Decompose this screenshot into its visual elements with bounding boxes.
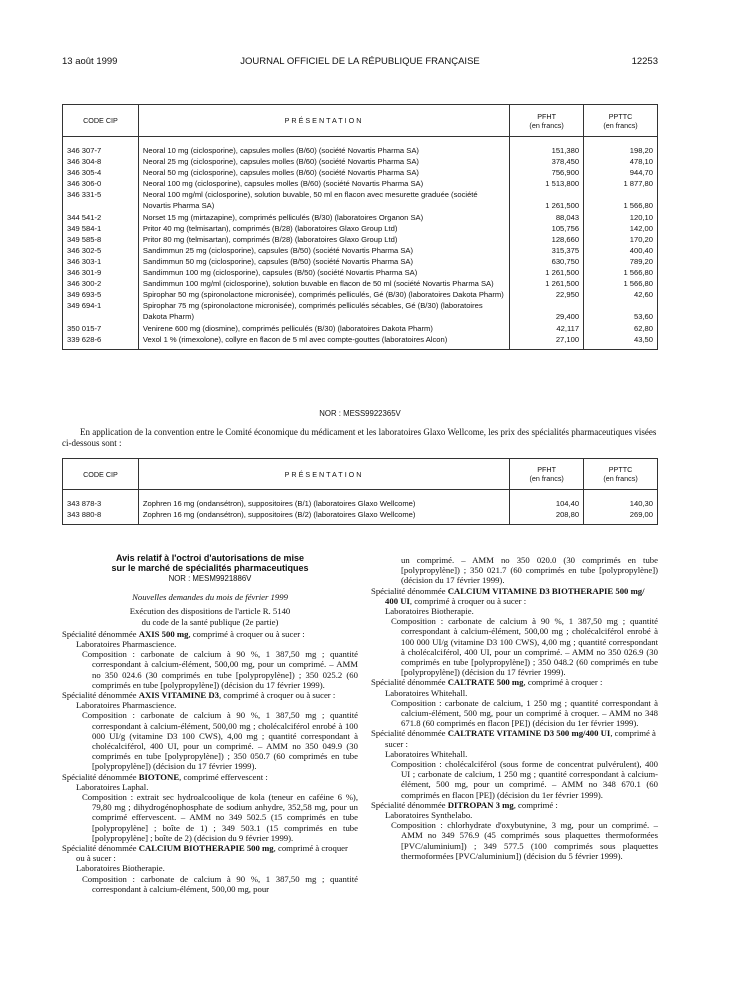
composition-text: Composition : cholécalciférol (sous forme de concentrat pulvérulent), 400 UI ; carbonate de calcium, 1 250 mg ; quantité correspondant à calcium-élément, 500 mg, pour un comprimé. – AMM no 348 670.1 (60 comprimés en flacon [PE]) (décision du 1er février 1999). — [391, 759, 658, 800]
laboratory-name: Laboratoires Laphal. — [76, 781, 149, 792]
composition-text: Composition : carbonate de calcium à 90 %, 1 387,50 mg ; quantité correspondant à calcium-élément, 500,00 mg ; cholécalciférol enrobé à 100 000 UI/g (vitamine D3 100 CWS), 4,00 mg ; quantité correspondant à cholécalciférol, 400 UI, pour un comprimé. – AMM no 350 026.9 (30 comprimés en tube [polypropylène]) ; 350 048.2 (60 comprimés en tube [polypropylène]) (décision du 17 février 1999). — [391, 616, 658, 678]
pfht-value: 1 513,800 — [510, 178, 584, 189]
pfht-value: 42,117 — [510, 323, 584, 334]
cip-code: 346 304-8 — [63, 156, 139, 167]
pfht-value: 378,450 — [510, 156, 584, 167]
presentation-text: Pritor 40 mg (telmisartan), comprimés (B/28) (laboratoires Glaxo Group Ltd) — [138, 223, 509, 234]
specialty-heading: Spécialité dénommée AXIS VITAMINE D3, comprimé à croquer ou à sucer : — [62, 690, 336, 701]
cip-code: 349 584-1 — [63, 223, 139, 234]
table-row — [63, 289, 658, 300]
laboratory-name: Laboratoires Pharmascience. — [76, 639, 177, 650]
laboratory-name: Laboratoires Biotherapie. — [385, 606, 474, 617]
composition-text: Composition : carbonate de calcium à 90 %, 1 387,50 mg ; quantité correspondant à calcium-élément, 500,00 mg ; cholécalciférol enrobé à 100 000 UI/g (vitamine D3 100 CWS), 4,00 mg ; quantité correspondant à cholécalciférol, 400 UI, pour un comprimé. – AMM no 350 049.9 (30 comprimés en tube [polypropylène]) ; 350 050.7 (60 comprimés en tube [polypropylène]) (décision du 17 février 1999). — [82, 710, 358, 772]
specialty-name: CALTRATE 500 mg — [447, 677, 524, 688]
ppttc-value: 944,70 — [584, 167, 658, 178]
laboratory-name: Laboratoires Whitehall. — [385, 687, 468, 698]
ppttc-value: 789,20 — [584, 256, 658, 267]
table-row — [63, 267, 658, 278]
laboratory-name: Laboratoires Synthelabo. — [385, 810, 473, 821]
ppttc-value: 142,00 — [584, 223, 658, 234]
laboratory-name: Laboratoires Pharmascience. — [76, 700, 177, 711]
table-row — [63, 223, 658, 234]
specialty-name: CALTRATE VITAMINE D3 500 mg/400 UI — [447, 728, 611, 739]
left-column — [62, 553, 358, 894]
col-code-cip: CODE CIP — [63, 459, 139, 490]
pfht-value: 756,900 — [510, 167, 584, 178]
pfht-value: 315,375 — [510, 245, 584, 256]
intro-paragraph: En application de la convention entre le Comité économique du médicament et les laboratoires Glaxo Wellcome, les prix des spécialités pharmaceutiques visées ci-dessous sont : — [62, 427, 657, 448]
header-journal-title: JOURNAL OFFICIEL DE LA RÉPUBLIQUE FRANÇAISE — [240, 56, 480, 67]
presentation-text: Neoral 10 mg (ciclosporine), capsules molles (B/60) (société Novartis Pharma SA) — [138, 145, 509, 156]
cip-code: 346 301-9 — [63, 267, 139, 278]
presentation-text: Neoral 50 mg (ciclosporine), capsules molles (B/60) (société Novartis Pharma SA) — [138, 167, 509, 178]
ppttc-value: 42,60 — [584, 289, 658, 300]
col-code-cip: CODE CIP — [63, 105, 139, 137]
presentation-text: Sandimmun 100 mg (ciclosporine), capsules (B/50) (société Novartis Pharma SA) — [138, 267, 509, 278]
ppttc-value: 269,00 — [584, 509, 658, 520]
specialty-name: BIOTONE — [138, 771, 180, 782]
laboratory-name: Laboratoires Whitehall. — [385, 748, 468, 759]
table-row — [63, 278, 658, 289]
ppttc-value: 1 566,80 — [584, 189, 658, 211]
cip-code: 339 628-6 — [63, 334, 139, 345]
table-row — [63, 323, 658, 334]
presentation-text: Vexol 1 % (rimexolone), collyre en flacon de 5 ml avec compte-gouttes (laboratoires Alcon) — [138, 334, 509, 345]
col-presentation: PRÉSENTATION — [138, 105, 509, 137]
specialty-heading: Spécialité dénommée AXIS 500 mg, comprimé à croquer ou à sucer : — [62, 628, 305, 639]
ppttc-value: 478,10 — [584, 156, 658, 167]
page-header — [62, 56, 658, 70]
ppttc-value: 170,20 — [584, 234, 658, 245]
cip-code: 346 303-1 — [63, 256, 139, 267]
table-row — [63, 234, 658, 245]
presentation-text: Neoral 100 mg (ciclosporine), capsules molles (B/60) (société Novartis Pharma SA) — [138, 178, 509, 189]
ppttc-value: 400,40 — [584, 245, 658, 256]
specialty-name: AXIS 500 mg — [138, 628, 189, 639]
nor-reference: NOR : MESS9922365V — [319, 409, 401, 418]
presentation-text: Norset 15 mg (mirtazapine), comprimés pelliculés (B/30) (laboratoires Organon SA) — [138, 212, 509, 223]
table-row — [63, 178, 658, 189]
table-row — [63, 498, 658, 509]
specialty-heading: Spécialité dénommée CALCIUM BIOTHERAPIE 500 mg, comprimé à croquer ou à sucer : — [62, 843, 348, 864]
cip-code: 343 878-3 — [63, 498, 139, 509]
table-row — [63, 189, 658, 211]
table-row — [63, 256, 658, 267]
avis-subtitle: Nouvelles demandes du mois de février 1999 — [132, 592, 288, 603]
cip-code: 346 305-4 — [63, 167, 139, 178]
table-row — [63, 509, 658, 520]
presentation-text: Neoral 25 mg (ciclosporine), capsules molles (B/60) (société Novartis Pharma SA) — [138, 156, 509, 167]
composition-text: Composition : carbonate de calcium à 90 %, 1 387,50 mg ; quantité correspondant à calcium-élément, 500,00 mg, pour un comprimé. – AMM no 350 024.6 (30 comprimés en tube [polypropylène]) ; 350 025.2 (60 comprimés en tube [polypropylène]) (décision du 17 février 1999). — [82, 649, 358, 690]
table-row — [63, 212, 658, 223]
header-date: 13 août 1999 — [62, 56, 118, 67]
cip-code: 346 300-2 — [63, 278, 139, 289]
avis-nor: NOR : MESM9921886V — [168, 574, 252, 583]
presentation-text: Venirene 600 mg (diosmine), comprimés pelliculés (B/30) (laboratoires Dakota Pharm) — [138, 323, 509, 334]
right-column — [371, 555, 658, 861]
pfht-value: 88,043 — [510, 212, 584, 223]
specialty-name: CALCIUM BIOTHERAPIE 500 mg — [138, 843, 274, 854]
presentation-text: Sandimmun 25 mg (ciclosporine), capsules (B/50) (société Novartis Pharma SA) — [138, 245, 509, 256]
presentation-text: Sandimmun 50 mg (ciclosporine), capsules (B/50) (société Novartis Pharma SA) — [138, 256, 509, 267]
cip-code: 346 306-0 — [63, 178, 139, 189]
presentation-text: Neoral 100 mg/ml (ciclosporine), solution buvable, 50 ml en flacon avec mesurette graduée (société Novartis Pharma SA) — [138, 189, 509, 211]
pfht-value: 128,660 — [510, 234, 584, 245]
specialty-name: AXIS VITAMINE D3 — [138, 690, 220, 701]
cip-code: 346 307-7 — [63, 145, 139, 156]
pfht-value: 151,380 — [510, 145, 584, 156]
presentation-text: Spirophar 50 mg (spironolactone micronisée), comprimés pelliculés, Gé (B/30) (laboratoires Dakota Pharm) — [138, 289, 509, 300]
price-table-1 — [62, 104, 658, 350]
ppttc-value: 1 566,80 — [584, 278, 658, 289]
specialty-heading: Spécialité dénommée CALTRATE 500 mg, comprimé à croquer : — [371, 677, 603, 688]
cip-code: 349 694-1 — [63, 300, 139, 322]
cip-code: 350 015-7 — [63, 323, 139, 334]
cip-code: 349 585-8 — [63, 234, 139, 245]
pfht-value: 27,100 — [510, 334, 584, 345]
specialty-heading: Spécialité dénommée CALTRATE VITAMINE D3 500 mg/400 UI, comprimé à sucer : — [371, 728, 656, 749]
ppttc-value: 43,50 — [584, 334, 658, 345]
cip-code: 344 541-2 — [63, 212, 139, 223]
cip-code: 346 331-5 — [63, 189, 139, 211]
ppttc-value: 140,30 — [584, 498, 658, 509]
table-row — [63, 145, 658, 156]
specialty-heading: Spécialité dénommée DITROPAN 3 mg, comprimé : — [371, 799, 558, 810]
composition-text: Composition : chlorhydrate d'oxybutynine, 3 mg, pour un comprimé. – AMM no 349 576.9 (45 comprimés sous plaquettes thermoformées [PVC/aluminium]) ; 349 577.5 (100 comprimés sous plaquettes thermoformées [PVC/aluminium]) (décision du 5 février 1999). — [391, 820, 658, 861]
table-row — [63, 334, 658, 345]
table-row — [63, 245, 658, 256]
ppttc-value: 120,10 — [584, 212, 658, 223]
avis-execution: Exécution des dispositions de l'article R. 5140 du code de la santé publique (2e partie) — [129, 606, 291, 627]
pfht-value: 208,80 — [510, 509, 584, 520]
table-row — [63, 167, 658, 178]
ppttc-value: 198,20 — [584, 145, 658, 156]
presentation-text: Spirophar 75 mg (spironolactone micronisée), comprimés pelliculés sécables, Gé (B/30) (laboratoires Dakota Pharm) — [138, 300, 509, 322]
pfht-value: 1 261,500 — [510, 267, 584, 278]
pfht-value: 630,750 — [510, 256, 584, 267]
composition-text: Composition : extrait sec hydroalcoolique de kola (teneur en caféine 6 %), 79,80 mg ; dihydrogénophosphate de sodium anhydre, 352,58 mg, pour un comprimé effervescent. – AMM no 349 502.5 (15 comprimés en tube [polypropylène] ; boîte de 1) ; 349 503.1 (15 comprimés en tube [polypropylène] ; boîte de 2) (décision du 9 février 1999). — [82, 792, 358, 843]
table-row — [63, 300, 658, 322]
cip-code: 343 880-8 — [63, 509, 139, 520]
avis-title: Avis relatif à l'octroi d'autorisations de mise sur le marché de spécialités pharmaceutiques — [111, 553, 309, 573]
pfht-value: 22,950 — [510, 289, 584, 300]
pfht-value: 1 261,500 — [510, 278, 584, 289]
laboratory-name: Laboratoires Biotherapie. — [76, 863, 165, 874]
col-ppttc: PPTTC (en francs) — [584, 459, 658, 490]
col-pfht: PFHT (en francs) — [510, 105, 584, 137]
table-row — [63, 156, 658, 167]
ppttc-value: 53,60 — [584, 300, 658, 322]
pfht-value: 1 261,500 — [510, 189, 584, 211]
specialty-name: DITROPAN 3 mg — [447, 799, 514, 810]
composition-continuation: un comprimé. – AMM no 350 020.0 (30 comprimés en tube [polypropylène]) ; 350 021.7 (60 comprimés en tube [polypropylène]) (décision du 17 février 1999). — [401, 555, 658, 586]
specialty-heading: Spécialité dénommée CALCIUM VITAMINE D3 BIOTHERAPIE 500 mg/ 400 UI, comprimé à croquer ou à sucer : — [371, 585, 645, 606]
presentation-text: Zophren 16 mg (ondansétron), suppositoires (B/1) (laboratoires Glaxo Wellcome) — [138, 498, 509, 509]
ppttc-value: 62,80 — [584, 323, 658, 334]
price-table-2 — [62, 458, 658, 525]
specialty-heading: Spécialité dénommée BIOTONE, comprimé effervescent : — [62, 771, 268, 782]
presentation-text: Pritor 80 mg (telmisartan), comprimés (B/28) (laboratoires Glaxo Group Ltd) — [138, 234, 509, 245]
col-pfht: PFHT (en francs) — [510, 459, 584, 490]
composition-text: Composition : carbonate de calcium à 90 %, 1 387,50 mg ; quantité correspondant à calcium-élément, 500,00 mg, pour — [82, 873, 358, 894]
presentation-text: Zophren 16 mg (ondansétron), suppositoires (B/2) (laboratoires Glaxo Wellcome) — [138, 509, 509, 520]
col-presentation: PRÉSENTATION — [138, 459, 509, 490]
header-page-number: 12253 — [631, 56, 658, 67]
pfht-value: 104,40 — [510, 498, 584, 509]
specialty-name: CALCIUM VITAMINE D3 BIOTHERAPIE 500 mg/ 400 UI — [385, 585, 645, 606]
pfht-value: 105,756 — [510, 223, 584, 234]
ppttc-value: 1 877,80 — [584, 178, 658, 189]
cip-code: 346 302-5 — [63, 245, 139, 256]
ppttc-value: 1 566,80 — [584, 267, 658, 278]
col-ppttc: PPTTC (en francs) — [584, 105, 658, 137]
presentation-text: Sandimmun 100 mg/ml (ciclosporine), solution buvable en flacon de 50 ml (société Novartis Pharma SA) — [138, 278, 509, 289]
composition-text: Composition : carbonate de calcium, 1 250 mg ; quantité correspondant à calcium-élément, 500 mg, pour un comprimé à croquer. – AMM no 348 671.8 (60 comprimés en flacon [PE]) (décision du 1er février 1999). — [391, 697, 658, 729]
pfht-value: 29,400 — [510, 300, 584, 322]
cip-code: 349 693-5 — [63, 289, 139, 300]
